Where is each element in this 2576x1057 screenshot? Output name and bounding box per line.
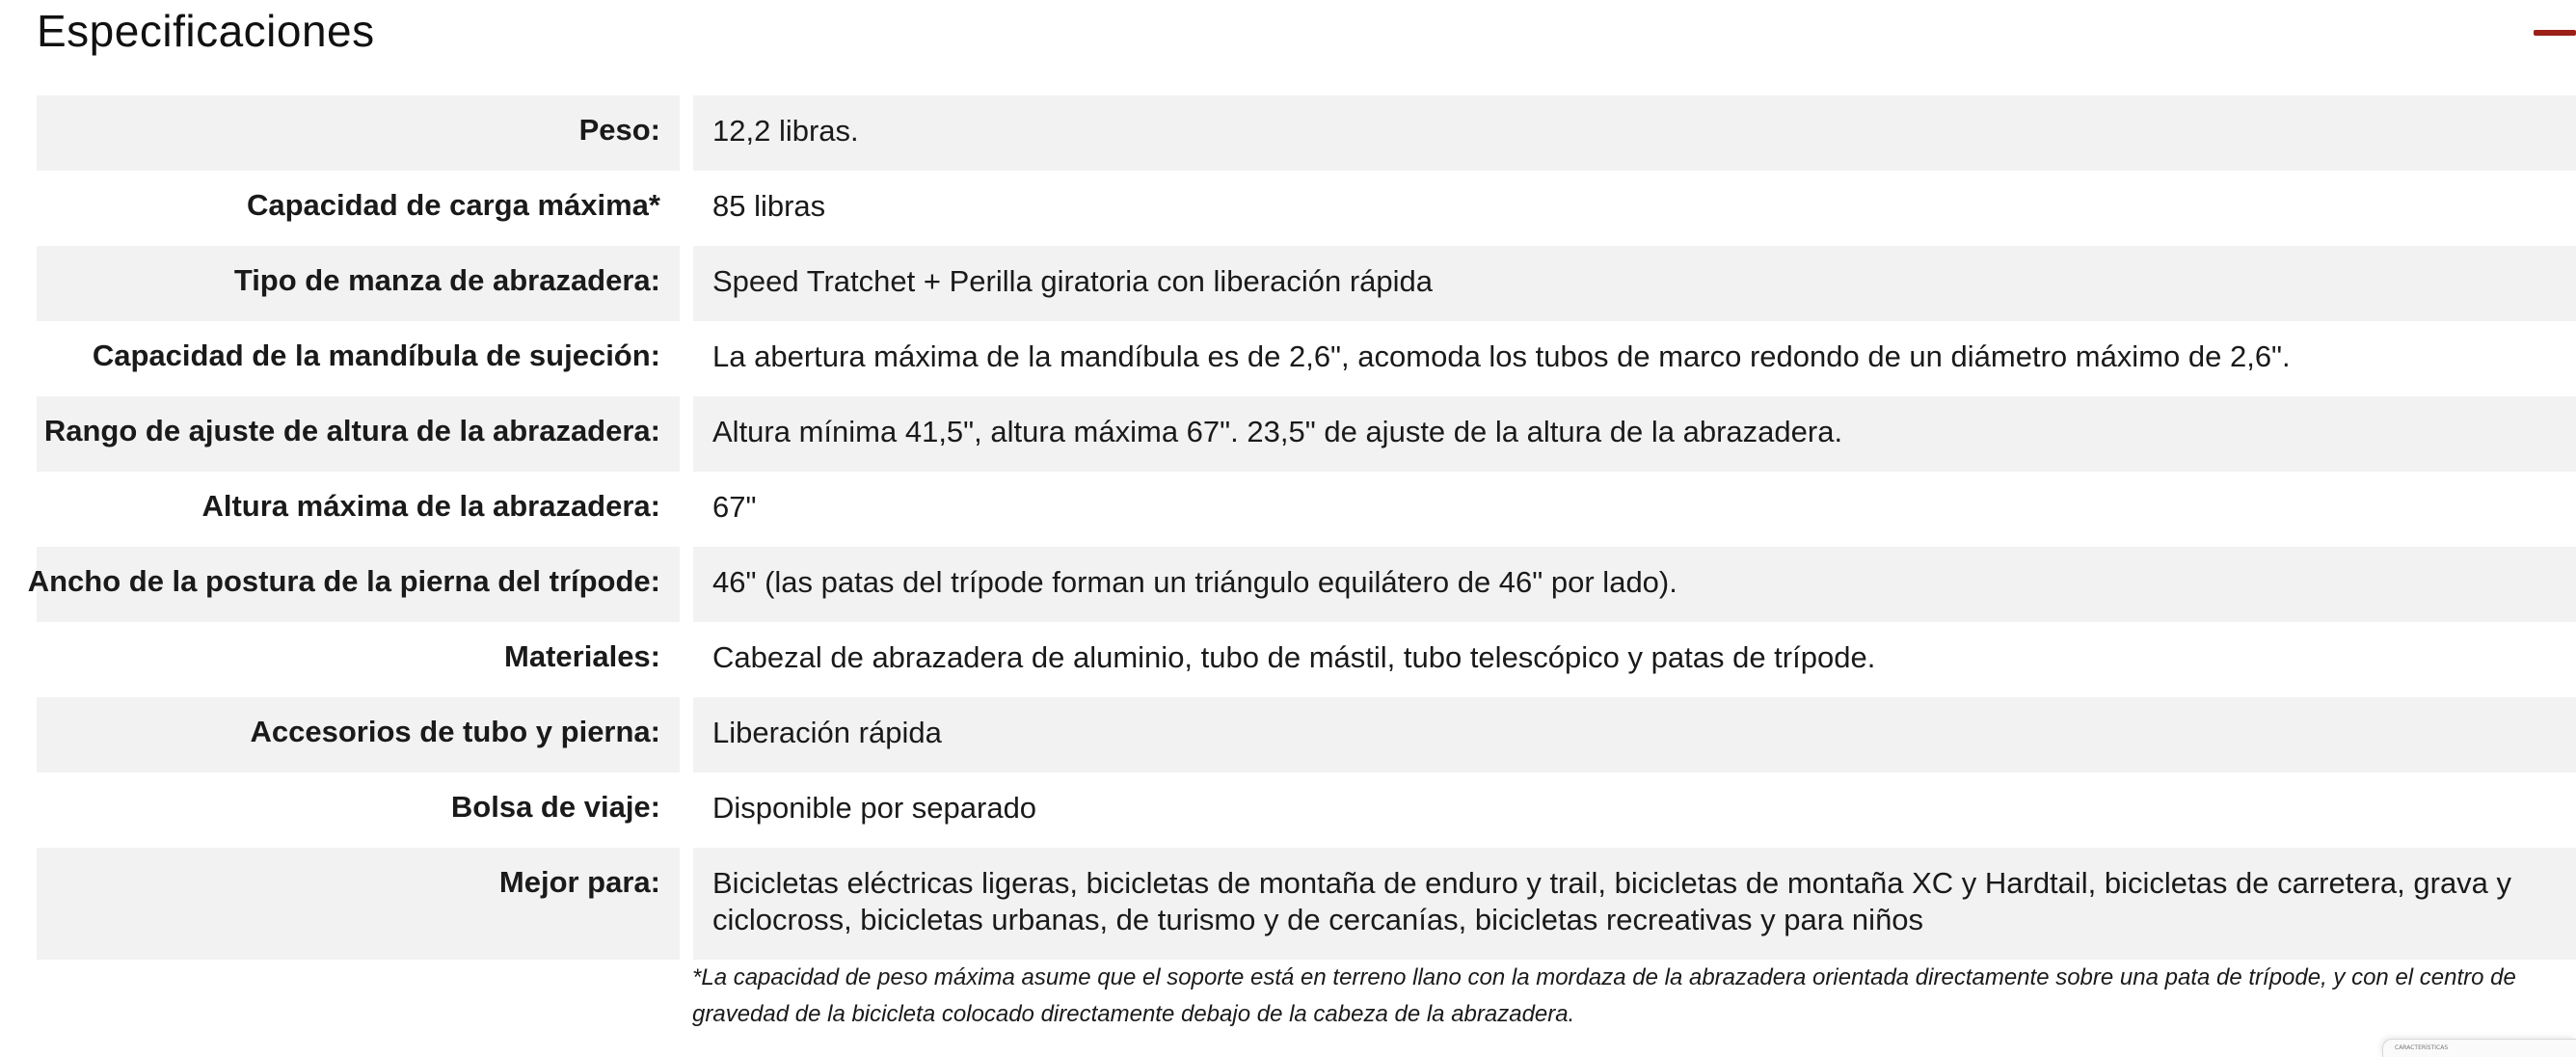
spec-label: Materiales: [504, 639, 660, 673]
spec-row-clamp-type [37, 246, 2576, 321]
spec-row-best-for [37, 848, 2576, 960]
spec-value: Disponible por separado [712, 791, 1037, 825]
spec-value: 67" [712, 490, 757, 524]
specifications-table [27, 95, 2576, 960]
spec-value: 12,2 libras. [693, 95, 2576, 171]
spec-row-max-load [37, 171, 2576, 246]
spec-row-weight [37, 95, 2576, 171]
spec-label: Bolsa de viaje: [450, 790, 660, 824]
spec-label: Peso: [37, 95, 680, 171]
spec-label: Capacidad de la mandíbula de sujeción: [92, 339, 660, 372]
spec-label: Altura máxima de la abrazadera: [201, 489, 660, 523]
spec-row-max-height [37, 472, 2576, 547]
corner-widget-label: CARACTERÍSTICAS [2395, 1044, 2449, 1051]
specifications-header[interactable] [37, 0, 2576, 64]
spec-label: Accesorios de tubo y pierna: [37, 697, 680, 772]
section-title: Especificaciones [37, 6, 375, 56]
spec-value: Liberación rápida [693, 697, 2576, 772]
spec-row-jaw-capacity [37, 321, 2576, 396]
spec-value: Cabezal de abrazadera de aluminio, tubo de mástil, tubo telescópico y patas de trípode. [712, 640, 1876, 674]
corner-widget[interactable] [2382, 1039, 2576, 1057]
spec-value: Altura mínima 41,5", altura máxima 67". 23,5" de ajuste de la altura de la abrazadera. [693, 396, 2576, 472]
spec-value: 85 libras [712, 189, 826, 223]
spec-label: Capacidad de carga máxima* [246, 188, 660, 222]
spec-label: Tipo de manza de abrazadera: [37, 246, 680, 321]
spec-row-height-range [37, 396, 2576, 472]
spec-value: Speed Tratchet + Perilla giratoria con liberación rápida [693, 246, 2576, 321]
spec-label: Ancho de la postura de la pierna del trípode: [37, 547, 680, 622]
spec-value: Bicicletas eléctricas ligeras, bicicletas de montaña de enduro y trail, bicicletas de montaña XC y Hardtail, bicicletas de carretera, grava y ciclocross, bicicletas urbanas, de turismo y de cercanías, bicicletas recreativas y para niños [693, 848, 2576, 960]
spec-label: Mejor para: [37, 848, 680, 960]
spec-row-materials [37, 622, 2576, 697]
spec-row-travel-bag [37, 772, 2576, 848]
collapse-section-button[interactable] [2520, 17, 2576, 50]
spec-label: Rango de ajuste de altura de la abrazadera: [37, 396, 680, 472]
spec-row-accessories [37, 697, 2576, 772]
spec-row-tripod-stance [27, 547, 2576, 622]
spec-value: La abertura máxima de la mandíbula es de 2,6", acomoda los tubos de marco redondo de un diámetro máximo de 2,6". [712, 339, 2291, 373]
minus-icon [2534, 30, 2576, 36]
load-capacity-footnote: *La capacidad de peso máxima asume que el soporte está en terreno llano con la mordaza de la abrazadera orientada directamente sobre una pata de trípode, y con el centro de gravedad de la bicicleta colocado directamente debajo de la cabeza de la abrazadera. [692, 964, 2516, 1027]
spec-value: 46" (las patas del trípode forman un triángulo equilátero de 46" por lado). [693, 547, 2576, 622]
